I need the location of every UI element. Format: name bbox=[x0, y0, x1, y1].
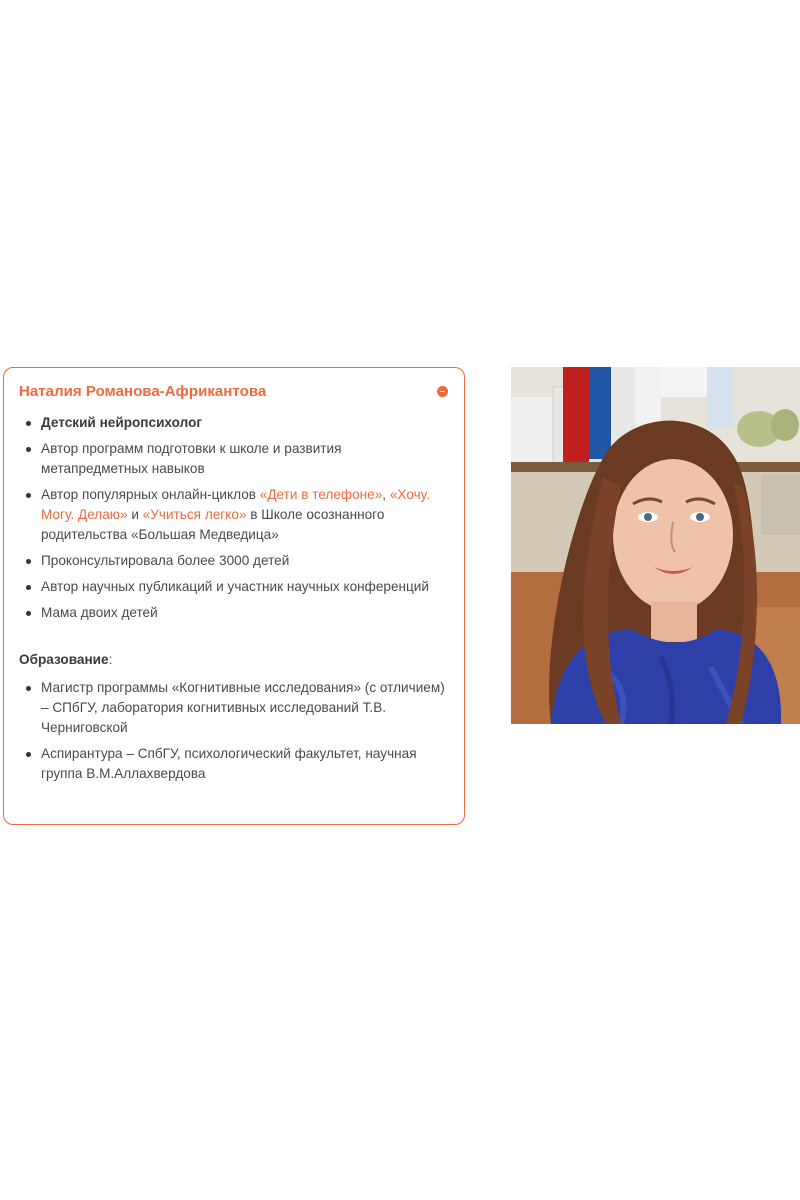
bio-item-text: Мама двоих детей bbox=[41, 605, 158, 620]
list-item bbox=[41, 744, 448, 784]
bio-item-title: Детский нейропсихолог bbox=[41, 415, 203, 430]
education-heading-colon: : bbox=[108, 652, 113, 667]
minus-circle-icon[interactable] bbox=[437, 386, 448, 397]
list-item bbox=[41, 551, 448, 571]
separator-text: и bbox=[127, 507, 143, 522]
profile-card bbox=[3, 367, 465, 825]
list-item bbox=[41, 413, 448, 433]
education-item-text: Аспирантура – СпбГУ, психологический факультет, научная группа В.М.Аллахвердова bbox=[41, 746, 417, 781]
course-link-want-can-do[interactable]: «Хочу. Могу. Делаю» bbox=[41, 487, 430, 522]
bio-item-text: Автор научных публикаций и участник научных конференций bbox=[41, 579, 429, 594]
education-item-text: Магистр программы «Когнитивные исследования» (с отличием) – СПбГУ, лаборатория когнитивных исследований Т.В. Черниговской bbox=[41, 680, 445, 735]
bio-item-text: в Школе осознанного родительства «Большая Медведица» bbox=[41, 507, 385, 542]
separator-text: , bbox=[382, 487, 390, 502]
course-link-kids-phone[interactable]: «Дети в телефоне» bbox=[259, 487, 383, 502]
education-heading-label: Образование bbox=[19, 652, 109, 667]
list-item bbox=[41, 577, 448, 597]
bio-list bbox=[19, 413, 448, 623]
profile-name: Наталия Романова-Африкантова bbox=[19, 382, 267, 400]
profile-photo bbox=[511, 367, 800, 724]
list-item bbox=[41, 603, 448, 623]
bio-item-text: Автор популярных онлайн-циклов bbox=[41, 487, 260, 502]
list-item bbox=[41, 485, 448, 545]
course-link-learn-easy[interactable]: «Учиться легко» bbox=[142, 507, 247, 522]
list-item bbox=[41, 678, 448, 738]
education-heading bbox=[19, 650, 448, 670]
profile-card-header[interactable] bbox=[19, 368, 448, 413]
bio-item-text: Автор программ подготовки к школе и развития метапредметных навыков bbox=[41, 441, 342, 476]
education-list bbox=[19, 678, 448, 784]
list-item bbox=[41, 439, 448, 479]
bio-item-text: Проконсультировала более 3000 детей bbox=[41, 553, 290, 568]
